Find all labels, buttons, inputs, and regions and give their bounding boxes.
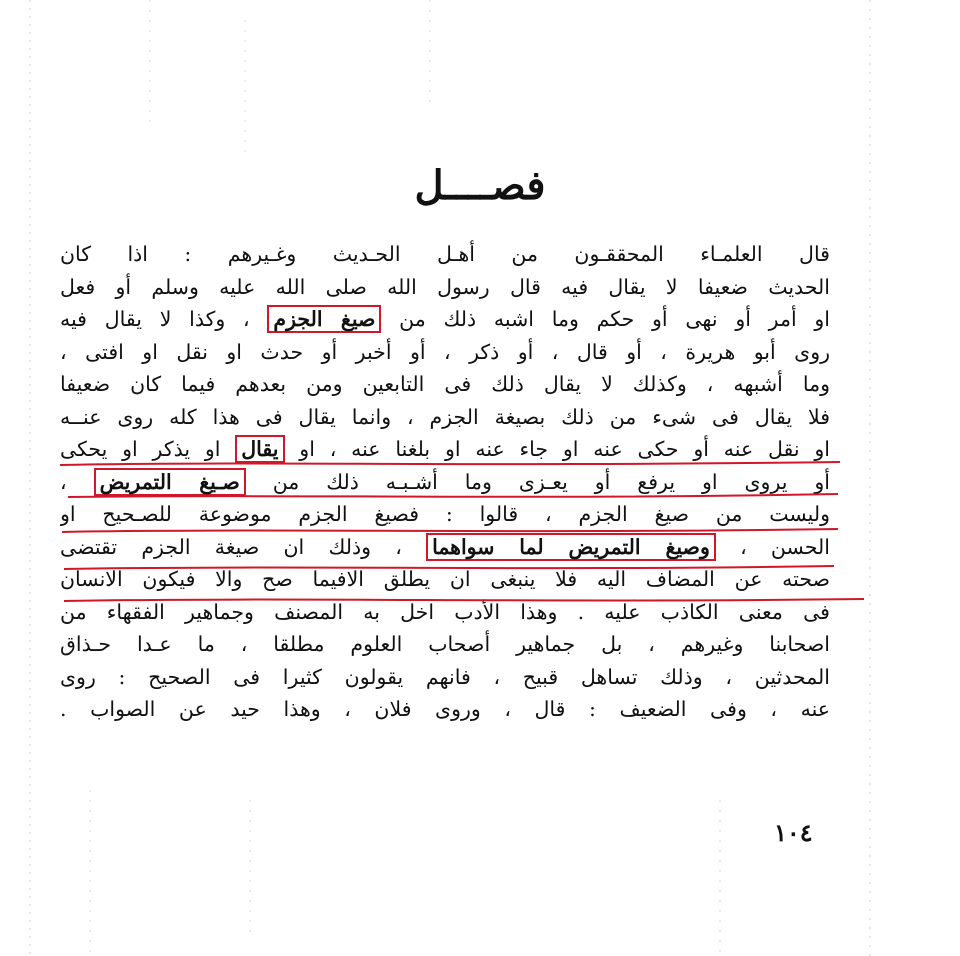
text-line — [60, 238, 830, 271]
text-segment: او أمر أو نهى أو حكم وما اشبه ذلك من — [381, 307, 830, 331]
text-line — [60, 498, 830, 531]
text-segment: ، وذلك ان صيغة الجزم تقتضى — [60, 534, 427, 559]
text-line — [60, 628, 830, 661]
text-segment: اصحابنا وغيرهم ، بل جماهير أصحاب العلوم مطلقا ، ما عـدا حـذاق — [60, 632, 830, 656]
text-line — [60, 303, 830, 336]
text-line — [60, 336, 830, 369]
text-segment: عنه ، وفى الضعيف : قال ، وروى فلان ، وهذا حيد عن الصواب . — [60, 697, 830, 721]
section-title: فصــــل — [414, 162, 546, 209]
text-segment: صحته عن المضاف اليه فلا ينبغى ان يطلق الافيما صح والا فيكون الانسان — [60, 567, 830, 591]
text-line — [60, 563, 830, 596]
boxed-phrase: يقال — [235, 435, 284, 463]
page-number: ١٠٤ — [774, 818, 813, 847]
text-line — [60, 401, 830, 434]
text-segment: الحديث ضعيفا لا يقال فيه قال رسول الله صلى الله عليه وسلم أو فعل — [60, 274, 830, 299]
text-segment: قال العلمـاء المحققـون من أهـل الحـديث وغـيرهم : اذا كان — [60, 242, 830, 266]
text-segment: او نقل عنه أو حكى عنه او جاء عنه او بلغنا عنه ، او — [284, 437, 830, 461]
boxed-phrase: صيغ الجزم — [267, 305, 381, 333]
text-line — [60, 693, 830, 726]
text-segment: فلا يقال فى شىء من ذلك بصيغة الجزم ، وانما يقال فى هذا كله روى عنــه — [60, 404, 830, 429]
text-segment: الحسن ، — [715, 534, 830, 559]
text-segment: أو يروى او يرفع أو يعـزى وما أشـبـه ذلك من — [245, 469, 830, 494]
text-line — [60, 531, 830, 564]
text-line — [60, 368, 830, 401]
text-line — [60, 596, 830, 629]
text-segment: روى أبو هريرة ، أو قال ، أو ذكر ، أو أخبر أو حدث او نقل او افتى ، — [60, 339, 830, 364]
text-segment: وما أشبهه ، وكذلك لا يقال ذلك فى التابعين ومن بعدهم فيما كان ضعيفا — [60, 372, 830, 396]
text-line — [60, 466, 830, 499]
text-segment: المحدثين ، وذلك تساهل قبيح ، فانهم يقولون كثيرا فى الصحيح : روى — [60, 664, 830, 689]
boxed-phrase: وصيغ التمريض لما سواهما — [426, 533, 716, 561]
text-segment: ، وكذا لا يقال فيه — [60, 307, 268, 331]
text-segment: وليست من صيغ الجزم ، قالوا : فصيغ الجزم موضوعة للصـحيح او — [60, 502, 830, 526]
text-line — [60, 433, 830, 466]
text-segment: ، — [60, 469, 94, 494]
boxed-phrase: صـيغ التمريض — [94, 468, 246, 496]
text-segment: او يذكر او يحكى — [60, 437, 236, 461]
text-segment: فى معنى الكاذب عليه . وهذا الأدب اخل به المصنف وجماهير الفقهاء من — [60, 599, 830, 624]
document-body — [60, 238, 830, 726]
text-line — [60, 661, 830, 694]
text-line — [60, 271, 830, 304]
